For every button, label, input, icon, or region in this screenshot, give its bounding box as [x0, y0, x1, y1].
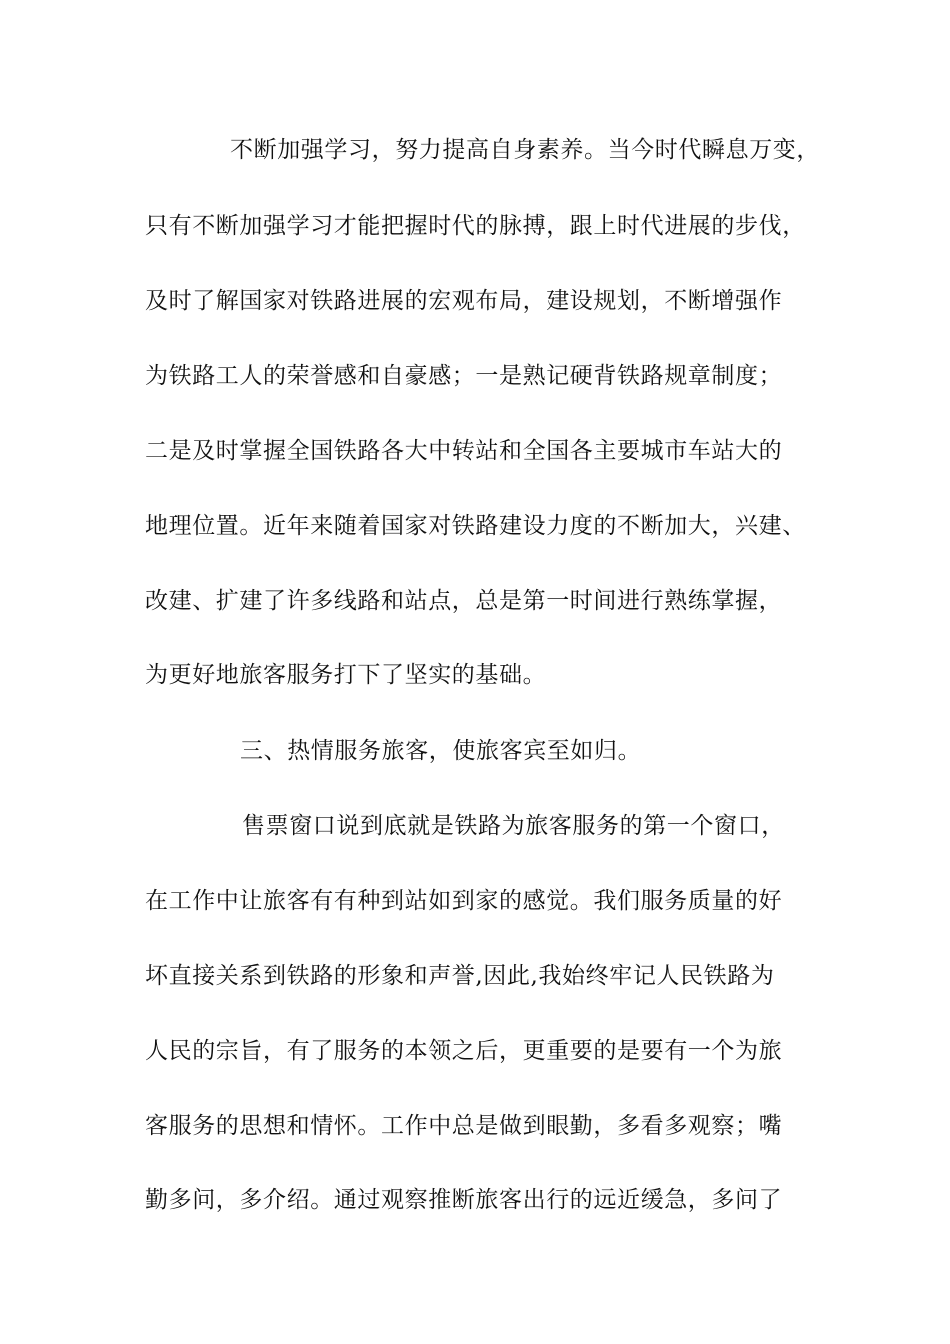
paragraph-line-5: 二是及时掌握全国铁路各大中转站和全国各主要城市车站大的	[145, 438, 783, 464]
paragraph-line-8: 为更好地旅客服务打下了坚实的基础。	[145, 662, 547, 688]
section-heading: 三、热情服务旅客，使旅客宾至如归。	[240, 738, 642, 764]
paragraph-line-13: 人民的宗旨，有了服务的本领之后，更重要的是要有一个为旅	[145, 1038, 783, 1064]
paragraph-line-2: 只有不断加强学习才能把握时代的脉搏，跟上时代进展的步伐，	[145, 213, 806, 239]
paragraph-line-10: 售票窗口说到底就是铁路为旅客服务的第一个窗口，	[242, 813, 785, 839]
paragraph-line-3: 及时了解国家对铁路进展的宏观布局，建设规划，不断增强作	[145, 288, 783, 314]
paragraph-line-6: 地理位置。近年来随着国家对铁路建设力度的不断加大，兴建、	[145, 513, 806, 539]
paragraph-line-12: 坏直接关系到铁路的形象和声誉,因此,我始终牢记人民铁路为	[145, 963, 775, 989]
paragraph-line-14: 客服务的思想和情怀。工作中总是做到眼勤，多看多观察；嘴	[145, 1113, 783, 1139]
paragraph-line-11: 在工作中让旅客有有种到站如到家的感觉。我们服务质量的好	[145, 888, 783, 914]
paragraph-line-7: 改建、扩建了许多线路和站点，总是第一时间进行熟练掌握，	[145, 588, 783, 614]
paragraph-line-4: 为铁路工人的荣誉感和自豪感；一是熟记硬背铁路规章制度；	[145, 363, 783, 389]
paragraph-line-1: 不断加强学习，努力提高自身素养。当今时代瞬息万变，	[230, 137, 820, 163]
paragraph-line-15: 勤多问，多介绍。通过观察推断旅客出行的远近缓急，多问了	[145, 1187, 783, 1213]
